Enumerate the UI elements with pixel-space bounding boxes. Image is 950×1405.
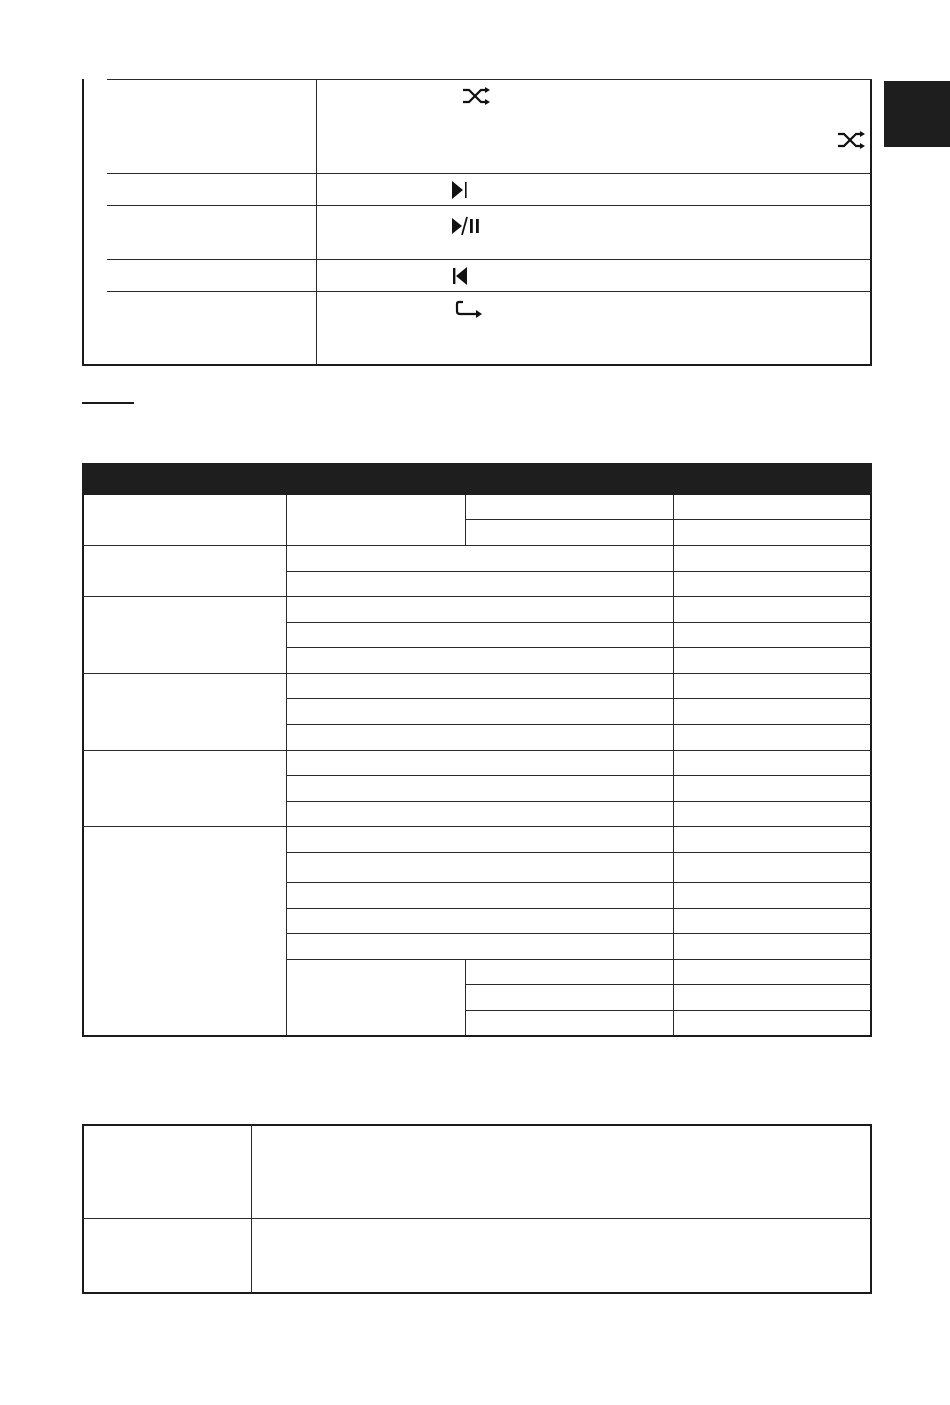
- spec-table-row-divider: [82, 596, 872, 597]
- spec-table-border-right: [870, 495, 872, 1037]
- controls-table-column-divider: [316, 79, 317, 365]
- spec-table-column-divider: [286, 495, 287, 1036]
- spec-table-column-divider: [673, 495, 674, 1036]
- controls-table-border-bottom: [82, 364, 872, 366]
- section-tab-marker: [884, 81, 950, 147]
- spec-table-header: [82, 463, 872, 495]
- spec-table-row-divider: [82, 750, 872, 751]
- spec-table-border-bottom: [82, 1035, 872, 1037]
- spec-table-row-divider: [465, 519, 871, 520]
- spec-table-row-divider: [286, 698, 872, 699]
- play-pause-icon: [451, 216, 481, 236]
- previous-track-icon: [452, 266, 470, 286]
- spec-table-border-left: [82, 495, 84, 1037]
- controls-table-row-divider: [107, 205, 872, 206]
- spec-table-row-divider: [286, 959, 872, 960]
- spec-table-column-divider: [465, 959, 466, 1036]
- spec-table-row-divider: [286, 775, 872, 776]
- controls-table-row-divider: [107, 259, 872, 260]
- controls-table-row-divider: [107, 291, 872, 292]
- info-table-border-left: [82, 1124, 84, 1294]
- controls-table-border-left: [82, 79, 84, 366]
- info-table-border-bottom: [82, 1292, 872, 1294]
- repeat-icon: [455, 300, 485, 320]
- controls-table-row-divider: [107, 79, 872, 80]
- spec-table-row-divider: [82, 826, 872, 827]
- info-table-column-divider: [251, 1124, 252, 1294]
- spec-table-row-divider: [286, 852, 872, 853]
- shuffle-icon: [837, 131, 867, 149]
- info-table-border-right: [870, 1124, 872, 1294]
- spec-table-row-divider: [465, 1010, 871, 1011]
- spec-table-row-divider: [82, 545, 872, 546]
- shuffle-icon: [462, 87, 492, 105]
- spec-table-row-divider: [286, 801, 872, 802]
- spec-table-row-divider: [286, 647, 872, 648]
- spec-table-row-divider: [82, 673, 872, 674]
- info-table-border-top: [82, 1124, 872, 1126]
- spec-table-row-divider: [286, 882, 872, 883]
- note-heading-underline: [82, 402, 134, 404]
- spec-table-row-divider: [286, 933, 872, 934]
- spec-table-row-divider: [465, 984, 871, 985]
- spec-table-row-divider: [286, 908, 872, 909]
- spec-table-row-divider: [286, 571, 872, 572]
- next-track-icon: [451, 180, 469, 200]
- spec-table-column-divider: [465, 495, 466, 545]
- info-table-row-divider: [82, 1218, 872, 1219]
- controls-table-border-right: [870, 79, 872, 366]
- controls-table-row-divider: [107, 173, 872, 174]
- spec-table-row-divider: [286, 622, 872, 623]
- spec-table-row-divider: [286, 724, 872, 725]
